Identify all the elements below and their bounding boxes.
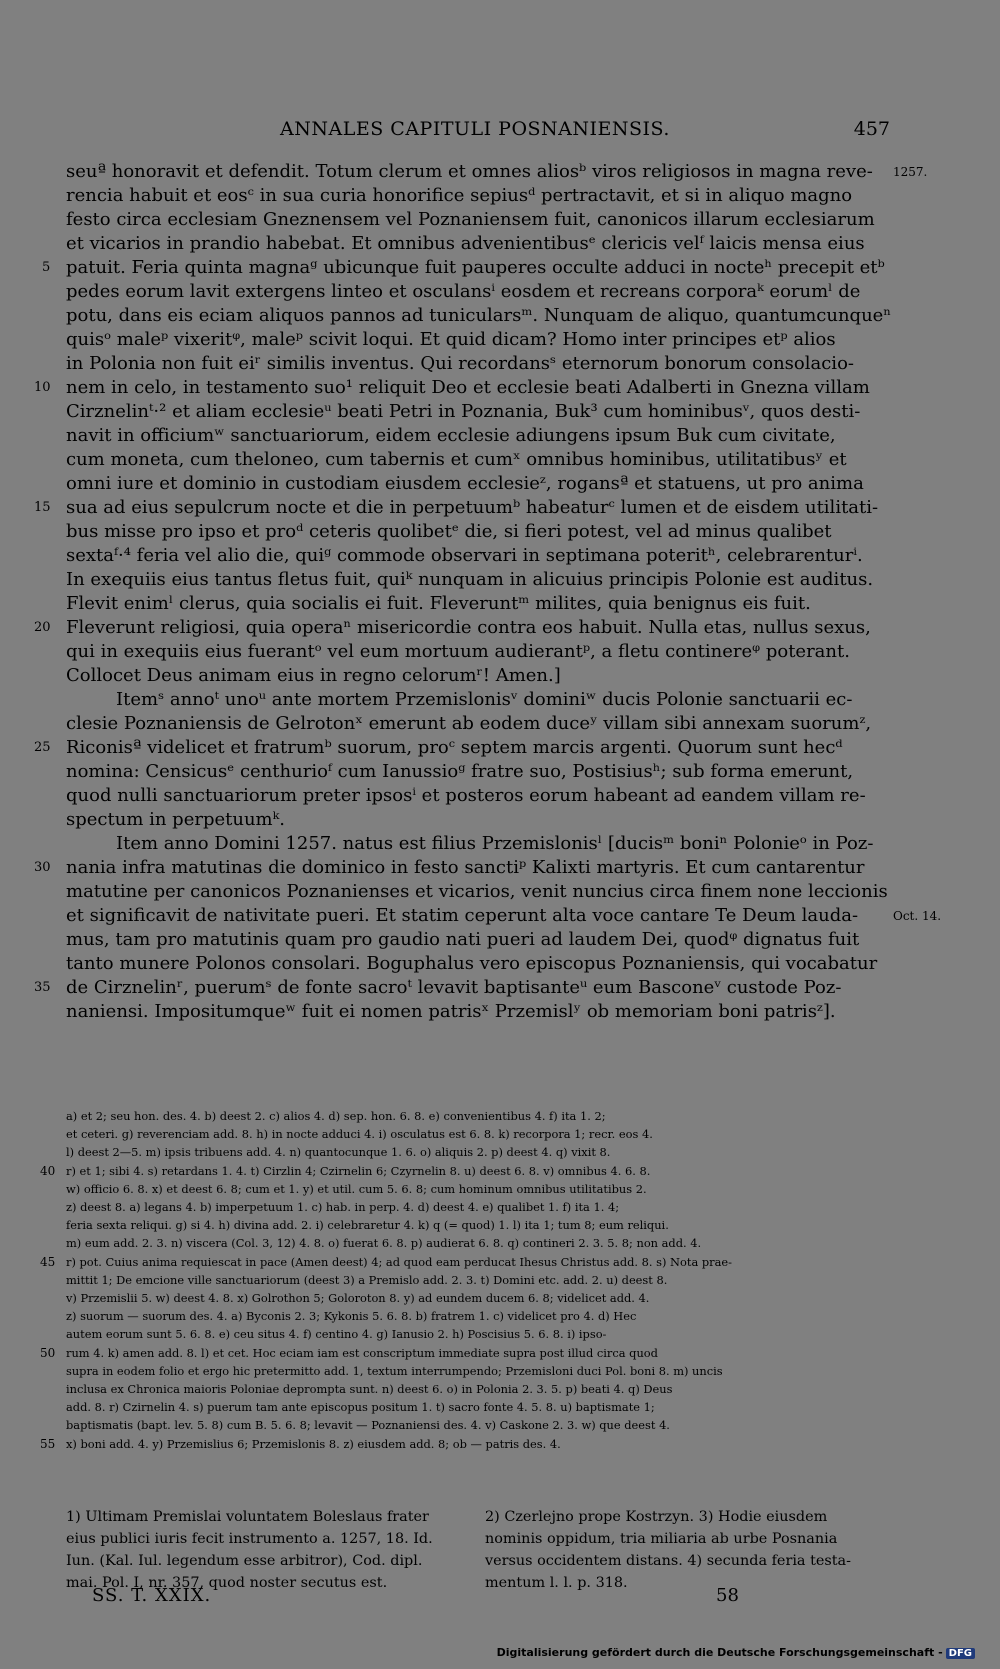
text-line: patuit. Feria quinta magnaᵍ ubicunque fuit pauperes occulte adduci in nocteʰ precepit etᵇ	[66, 257, 885, 278]
footnote-line: inclusa ex Chronica maioris Poloniae deprompta sunt. n) deest 6. o) in Polonia 2. 3. 5. p) beati 4. q) Deus	[66, 1382, 673, 1396]
text-line: sua ad eius sepulcrum nocte et die in perpetuumᵇ habeaturᶜ lumen et de eisdem utilitati-	[66, 497, 879, 518]
text-line: quisᵒ maleᵖ vixeritᵠ, maleᵖ scivit loqui. Et quid dicam? Homo inter principes etᵖ alios	[66, 329, 836, 350]
footnote-line: mittit 1; De emcione ville sanctuariorum (deest 3) a Premislo add. 2. 3. t) Domini etc. add. 2. u) deest 8.	[66, 1272, 668, 1287]
margin-year: 1257.	[893, 165, 928, 179]
footnote-line-number: 55	[40, 1436, 56, 1451]
quire-number: 58	[716, 1585, 739, 1606]
text-line: tanto munere Polonos consolari. Boguphalus vero episcopus Poznaniensis, qui vocabatur	[66, 953, 878, 974]
text-line: clesie Poznaniensis de Gelrotonˣ emerunt ab eodem duceʸ villam sibi annexam suorumᶻ,	[66, 713, 872, 734]
line-number: 10	[34, 380, 51, 395]
footnote-line: v) Przemislii 5. w) deest 4. 8. x) Golrothon 5; Goloroton 8. y) ad eundem ducem 6. 8; videlicet add. 4.	[66, 1291, 650, 1305]
running-title: ANNALES CAPITULI POSNANIENSIS.	[280, 118, 670, 140]
commentary-right-line: nominis oppidum, tria miliaria ab urbe Posnania	[485, 1531, 838, 1547]
text-line: festo circa ecclesiam Gneznensem vel Poznaniensem fuit, canonicos illarum ecclesiarum	[66, 209, 875, 230]
commentary-left-line: 1) Ultimam Premislai voluntatem Boleslaus frater	[66, 1509, 429, 1525]
commentary-right-line: versus occidentem distans. 4) secunda feria testa-	[485, 1553, 851, 1569]
commentary-right-line: 2) Czerlejno prope Kostrzyn. 3) Hodie eiusdem	[485, 1509, 828, 1525]
text-line: omni iure et dominio in custodiam eiusdem ecclesieᶻ, rogansª et statuens, ut pro anima	[66, 473, 864, 494]
text-line: potu, dans eis eciam aliquos pannos ad tunicularsᵐ. Nunquam de aliquo, quantumcunqueⁿ	[66, 305, 891, 326]
text-line: Collocet Deus animam eius in regno celorumʳ! Amen.]	[66, 665, 561, 686]
text-line: Item anno Domini 1257. natus est filius Przemislonisˡ [ducisᵐ boniⁿ Polonieᵒ in Poz-	[116, 833, 874, 854]
line-number: 20	[34, 620, 51, 635]
credit-text: Digitalisierung gefördert durch die Deutsche Forschungsgemeinschaft -	[496, 1646, 943, 1659]
text-line: seuª honoravit et defendit. Totum clerum et omnes aliosᵇ viros religiosos in magna reve-	[66, 161, 873, 182]
text-line: Itemˢ annoᵗ unoᵘ ante mortem Przemislonisᵛ dominiʷ ducis Polonie sanctuarii ec-	[116, 689, 853, 710]
text-line: sextaᶠ·⁴ feria vel alio die, quiᵍ commode observari in septimana poteritʰ, celebrarenturⁱ.	[66, 545, 863, 566]
text-line: et vicarios in prandio habebat. Et omnibus advenientibusᵉ clericis velᶠ laicis mensa eius	[66, 233, 865, 254]
footnote-line: supra in eodem folio et ergo hic pretermitto add. 1, textum interrumpendo; Przemisloni duci Pol. boni 8. m) uncis	[66, 1363, 723, 1378]
footnote-line: w) officio 6. 8. x) et deest 6. 8; cum et 1. y) et util. cum 5. 6. 8; cum hominum omnibus utilitatibus 2.	[66, 1181, 647, 1196]
footnote-line: feria sexta reliqui. g) si 4. h) divina add. 2. i) celebraretur 4. k) q (= quod) 1. l) ita 1; tum 8; eum reliqui.	[66, 1218, 669, 1233]
text-line: Fleverunt religiosi, quia operaⁿ misericordie contra eos habuit. Nulla etas, nullus sexus,	[66, 617, 871, 638]
text-line: cum moneta, cum theloneo, cum tabernis et cumˣ omnibus hominibus, utilitatibusʸ et	[66, 449, 847, 470]
footnote-line: rum 4. k) amen add. 8. l) et cet. Hoc eciam iam est conscriptum immediate supra post illud circa quod	[66, 1345, 658, 1360]
text-line: de Cirznelinʳ, puerumˢ de fonte sacroᵗ levavit baptisanteᵘ eum Basconeᵛ custode Poz-	[66, 977, 842, 998]
text-line: rencia habuit et eosᶜ in sua curia honorifice sepiusᵈ pertractavit, et si in aliquo magno	[66, 185, 853, 206]
text-line: in Polonia non fuit eiʳ similis inventus. Qui recordansˢ eternorum bonorum consolacio-	[66, 353, 854, 374]
line-number: 25	[34, 740, 51, 755]
text-line: quod nulli sanctuariorum preter ipsosⁱ et posteros eorum habeant ad eandem villam re-	[66, 785, 866, 806]
dfg-logo: DFG	[946, 1648, 975, 1659]
text-line: mus, tam pro matutinis quam pro gaudio nati pueri ad laudem Dei, quodᵠ dignatus fuit	[66, 929, 860, 950]
footnote-line: r) pot. Cuius anima requiescat in pace (Amen deest) 4; ad quod eam perducat Ihesus Christus add. 8. s) Nota prae-	[66, 1254, 732, 1269]
commentary-left-line: eius publici iuris fecit instrumento a. 1257, 18. Id.	[66, 1531, 433, 1547]
text-line: In exequiis eius tantus fletus fuit, quiᵏ nunquam in alicuius principis Polonie est auditus.	[66, 569, 874, 590]
footnote-line: x) boni add. 4. y) Przemislius 6; Przemislonis 8. z) eiusdem add. 8; ob — patris des. 4.	[66, 1436, 561, 1451]
line-number: 30	[34, 860, 51, 875]
footnote-line-number: 45	[40, 1254, 56, 1269]
line-number: 15	[34, 500, 51, 515]
text-line: pedes eorum lavit extergens linteo et osculansⁱ eosdem et recreans corporaᵏ eorumˡ de	[66, 281, 861, 302]
footnote-line-number: 40	[40, 1163, 56, 1178]
footnote-line: l) deest 2—5. m) ipsis tribuens add. 4. n) quantocunque 1. 6. o) aliquis 2. p) deest 4. q) vixit 8.	[66, 1145, 611, 1160]
text-line: navit in officiumʷ sanctuariorum, eidem ecclesie adiungens ipsum Buk cum civitate,	[66, 425, 836, 446]
page-header	[60, 118, 890, 146]
footnote-line-number: 50	[40, 1345, 56, 1360]
text-line: Flevit enimˡ clerus, quia socialis ei fuit. Fleveruntᵐ milites, quia benignus eis fuit.	[66, 593, 811, 614]
text-line: nomina: Censicusᵉ centhurioᶠ cum Ianussioᵍ fratre suo, Postisiusʰ; sub forma emerunt,	[66, 761, 854, 782]
text-line: spectum in perpetuumᵏ.	[66, 809, 285, 830]
digitization-credit	[497, 1646, 975, 1659]
footnote-line: add. 8. r) Czirnelin 4. s) puerum tam ante episcopus positum 1. t) sacro fonte 4. 5. 8. u) baptismate 1;	[66, 1400, 655, 1415]
text-line: nania infra matutinas die dominico in festo sanctiᵖ Kalixti martyris. Et cum cantarentur	[66, 857, 865, 878]
margin-date: Oct. 14.	[893, 909, 942, 923]
text-line: qui in exequiis eius fuerantᵒ vel eum mortuum audierantᵖ, a fletu continereᵠ poterant.	[66, 641, 850, 662]
page-number: 457	[853, 118, 890, 140]
footnote-line: a) et 2; seu hon. des. 4. b) deest 2. c) alios 4. d) sep. hon. 6. 8. e) convenientibus 4. f) ita 1. 2;	[66, 1109, 606, 1123]
commentary-left-line: mai. Pol. I, nr. 357, quod noster secutus est.	[66, 1575, 388, 1591]
text-line: matutine per canonicos Poznanienses et vicarios, venit nuncius circa finem none leccionis	[66, 881, 888, 902]
footnote-line: m) eum add. 2. 3. n) viscera (Col. 3, 12) 4. 8. o) fuerat 6. 8. p) audierat 6. 8. q) contineri 2. 3. 5. 8; non add. 4.	[66, 1236, 702, 1251]
footnote-line: et ceteri. g) reverenciam add. 8. h) in nocte adduci 4. i) osculatus est 6. 8. k) recorpora 1; recr. eos 4.	[66, 1127, 653, 1142]
text-line: Cirznelinᵗ·² et aliam ecclesieᵘ beati Petri in Poznania, Buk³ cum hominibusᵛ, quos desti-	[66, 401, 861, 422]
text-line: naniensi. Impositumqueʷ fuit ei nomen patrisˣ Przemislʸ ob memoriam boni patrisᶻ].	[66, 1001, 836, 1022]
text-line: bus misse pro ipso et proᵈ ceteris quolibetᵉ die, si fieri potest, vel ad minus qualibet	[66, 521, 832, 542]
signature-mark: SS. T. XXIX.	[92, 1585, 212, 1606]
text-line: nem in celo, in testamento suo¹ reliquit Deo et ecclesie beati Adalberti in Gnezna villam	[66, 377, 870, 398]
commentary-right-line: mentum l. l. p. 318.	[485, 1575, 628, 1591]
line-number: 35	[34, 980, 51, 995]
footnote-line: z) deest 8. a) legans 4. b) imperpetuum 1. c) hab. in perp. 4. d) deest 4. e) qualibet 1. f) ita 1. 4;	[66, 1200, 620, 1214]
footnote-line: z) suorum — suorum des. 4. a) Byconis 2. 3; Kykonis 5. 6. 8. b) fratrem 1. c) videlicet pro 4. d) Hec	[66, 1309, 637, 1324]
text-line: et significavit de nativitate pueri. Et statim ceperunt alta voce cantare Te Deum lauda-	[66, 905, 859, 926]
commentary-left-line: Iun. (Kal. Iul. legendum esse arbitror), Cod. dipl.	[66, 1553, 423, 1569]
line-number: 5	[42, 260, 51, 275]
text-line: Riconisª videlicet et fratrumᵇ suorum, proᶜ septem marcis argenti. Quorum sunt hecᵈ	[66, 737, 843, 758]
footnote-line: autem eorum sunt 5. 6. 8. e) ceu situs 4. f) centino 4. g) Ianusio 2. h) Poscisius 5. 6. 8. i) ipso-	[66, 1327, 607, 1342]
footnote-line: r) et 1; sibi 4. s) retardans 1. 4. t) Cirzlin 4; Czirnelin 6; Czyrnelin 8. u) deest 6. 8. v) omnibus 4. 6. 8.	[66, 1163, 651, 1178]
footnote-line: baptismatis (bapt. lev. 5. 8) cum B. 5. 6. 8; levavit — Poznaniensi des. 4. v) Caskone 2. 3. w) que deest 4.	[66, 1418, 670, 1433]
